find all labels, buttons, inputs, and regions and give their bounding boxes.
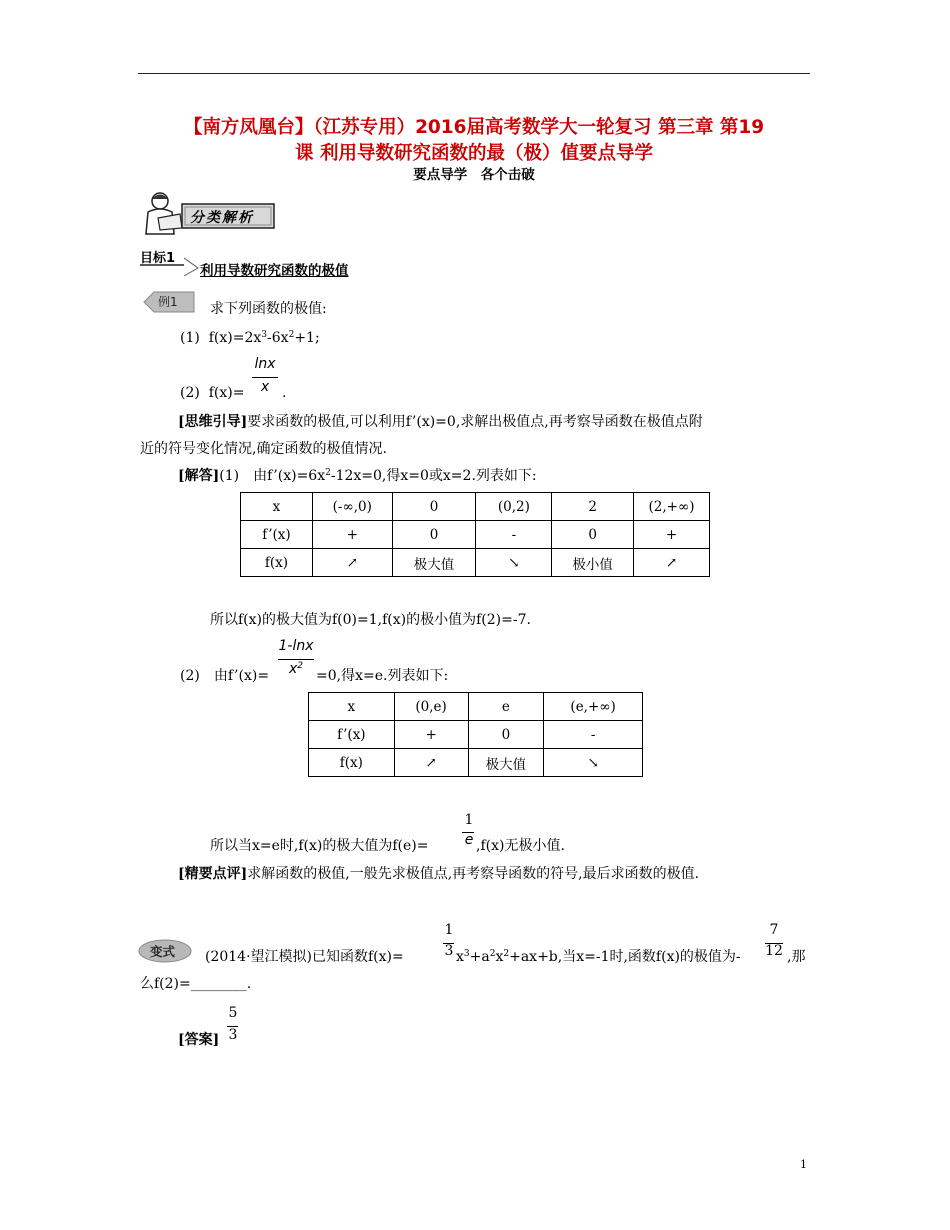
table-2-row (309, 749, 643, 777)
page-number: 1 (800, 1158, 807, 1171)
table-1-cell: + (634, 521, 710, 549)
part-1-label: (1) (180, 330, 200, 346)
table-1-cell: 0 (392, 521, 476, 549)
page-title-line-2: 课 利用导数研究函数的最（极）值要点导学 (295, 143, 653, 164)
variant-text-a: (2014·望江模拟)已知函数f(x)= (205, 949, 404, 965)
review-line (178, 864, 699, 884)
header-rule (138, 73, 810, 74)
table-1-cell: 极小值 (552, 549, 634, 577)
solution-part-2-rest: =0,得x=e.列表如下: (316, 668, 449, 684)
solution-part-2-numerator: 1-lnx (278, 638, 314, 654)
table-1-cell: - (476, 521, 552, 549)
variant-frac-1-numerator: 1 (444, 922, 454, 938)
page-subtitle: 要点导学 各个击破 (413, 167, 535, 183)
table-1-cell: 极大值 (392, 549, 476, 577)
thinking-label: [思维引导] (178, 414, 248, 430)
table-2-cell: f(x) (309, 749, 395, 777)
table-1-cell: 0 (552, 521, 634, 549)
review-text: 求解函数的极值,一般先求极值点,再考察导函数的符号,最后求函数的极值. (247, 866, 700, 882)
variant-frac-1-denominator: 3 (444, 943, 454, 959)
table-1-row (241, 549, 710, 577)
table-1-row (241, 493, 710, 521)
answer-label: [答案] (178, 1032, 220, 1048)
solution-part-1-intro (178, 466, 537, 486)
conclusion-denominator: e (464, 832, 474, 848)
solution-part-1-rest: -12x=0,得x=0或x=2.列表如下: (330, 468, 537, 484)
table-2-cell: x (309, 693, 395, 721)
table-1-cell: (2,+∞) (634, 493, 710, 521)
table-2-cell: ↘ (544, 749, 643, 777)
example-badge (140, 290, 198, 314)
table-1-cell: (-∞,0) (312, 493, 392, 521)
table-1-cell: 0 (392, 493, 476, 521)
target-badge-label: 目标1 (140, 251, 176, 266)
solution-part-1-text: (1) 由f’(x)=6x (219, 468, 326, 484)
table-1-cell: ↗ (312, 549, 392, 577)
table-2-cell: ↗ (394, 749, 468, 777)
part-2-label: (2) (180, 385, 200, 401)
banner-label: 分类解析 (190, 210, 254, 226)
page-title-line-1: 【南方凤凰台】（江苏专用）2016届高考数学大一轮复习 第三章 第19 (183, 117, 765, 138)
solution-part-2-conclusion-b: ,f(x)无极小值. (476, 838, 565, 854)
solution-part-2-label: (2) 由f’(x)= (180, 668, 270, 684)
solution-part-1-exp: 2 (325, 468, 331, 478)
table-2-cell: 0 (468, 721, 544, 749)
sign-table-2 (308, 692, 643, 777)
table-2-cell: - (544, 721, 643, 749)
conclusion-numerator: 1 (464, 812, 474, 828)
example-badge-label: 例1 (158, 295, 178, 309)
variant-frac-2-numerator: 7 (769, 922, 779, 938)
target-badge (140, 248, 188, 266)
table-1-row (241, 521, 710, 549)
part-1-exp-2: 2 (288, 330, 295, 340)
thinking-line-1 (178, 412, 703, 432)
section-banner (138, 190, 276, 238)
example-prompt: 求下列函数的极值: (210, 301, 327, 317)
example-part-1 (180, 328, 320, 348)
part-1-end: +1; (294, 330, 320, 346)
solution-label: [解答] (178, 468, 220, 484)
part-2-fraction-bar (252, 377, 278, 378)
table-1-cell: + (312, 521, 392, 549)
part-2-denominator: x (260, 379, 270, 395)
part-2-numerator: lnx (254, 356, 276, 372)
table-2-row (309, 693, 643, 721)
part-1-mid: -6x (267, 330, 289, 346)
table-1-cell: ↗ (634, 549, 710, 577)
table-2-cell: f’(x) (309, 721, 395, 749)
table-1-cell: 2 (552, 493, 634, 521)
table-2-cell: (e,+∞) (544, 693, 643, 721)
part-2-func: f(x)= (208, 385, 245, 401)
table-1-cell: f’(x) (241, 521, 313, 549)
table-2-cell: 极大值 (468, 749, 544, 777)
answer-denominator: 3 (228, 1027, 238, 1043)
solution-part-1-conclusion: 所以f(x)的极大值为f(0)=1,f(x)的极小值为f(2)=-7. (210, 612, 531, 628)
variant-line-2: 么f(2)=________. (140, 976, 252, 992)
table-1-cell: ↘ (476, 549, 552, 577)
solution-part-2-conclusion-a: 所以当x=e时,f(x)的极大值为f(e)= (210, 838, 429, 854)
thinking-line-2: 近的符号变化情况,确定函数的极值情况. (140, 441, 387, 457)
table-2-row (309, 721, 643, 749)
table-1-cell: f(x) (241, 549, 313, 577)
solution-part-2-denominator: $x^2$ (288, 661, 304, 677)
variant-badge-label: 变式 (150, 944, 176, 959)
part-2-end: . (282, 385, 287, 401)
variant-frac-2-denominator: 12 (765, 943, 783, 959)
thinking-text-1: 要求函数的极值,可以利用f’(x)=0,求解出极值点,再考察导函数在极值点附 (247, 414, 703, 430)
table-2-cell: e (468, 693, 544, 721)
table-2-cell: + (394, 721, 468, 749)
variant-text-c: ,那 (787, 949, 806, 965)
variant-text-b: $x^3+a^2x^2+ax+b$,当x=-1时,函数f(x)的极值为- (456, 949, 741, 965)
example-part-2 (180, 383, 244, 403)
table-2-cell: (0,e) (394, 693, 468, 721)
table-1-cell: x (241, 493, 313, 521)
part-1-exp-1: 3 (261, 330, 268, 340)
answer-numerator: 5 (228, 1005, 238, 1021)
review-label: [精要点评] (178, 866, 248, 882)
part-1-func: f(x)=2x (208, 330, 262, 346)
sign-table-1 (240, 492, 710, 577)
solution-part-2-fraction-bar (278, 659, 314, 660)
table-1-cell: (0,2) (476, 493, 552, 521)
variant-badge (137, 938, 193, 964)
target-heading: 利用导数研究函数的极值 (200, 263, 349, 279)
